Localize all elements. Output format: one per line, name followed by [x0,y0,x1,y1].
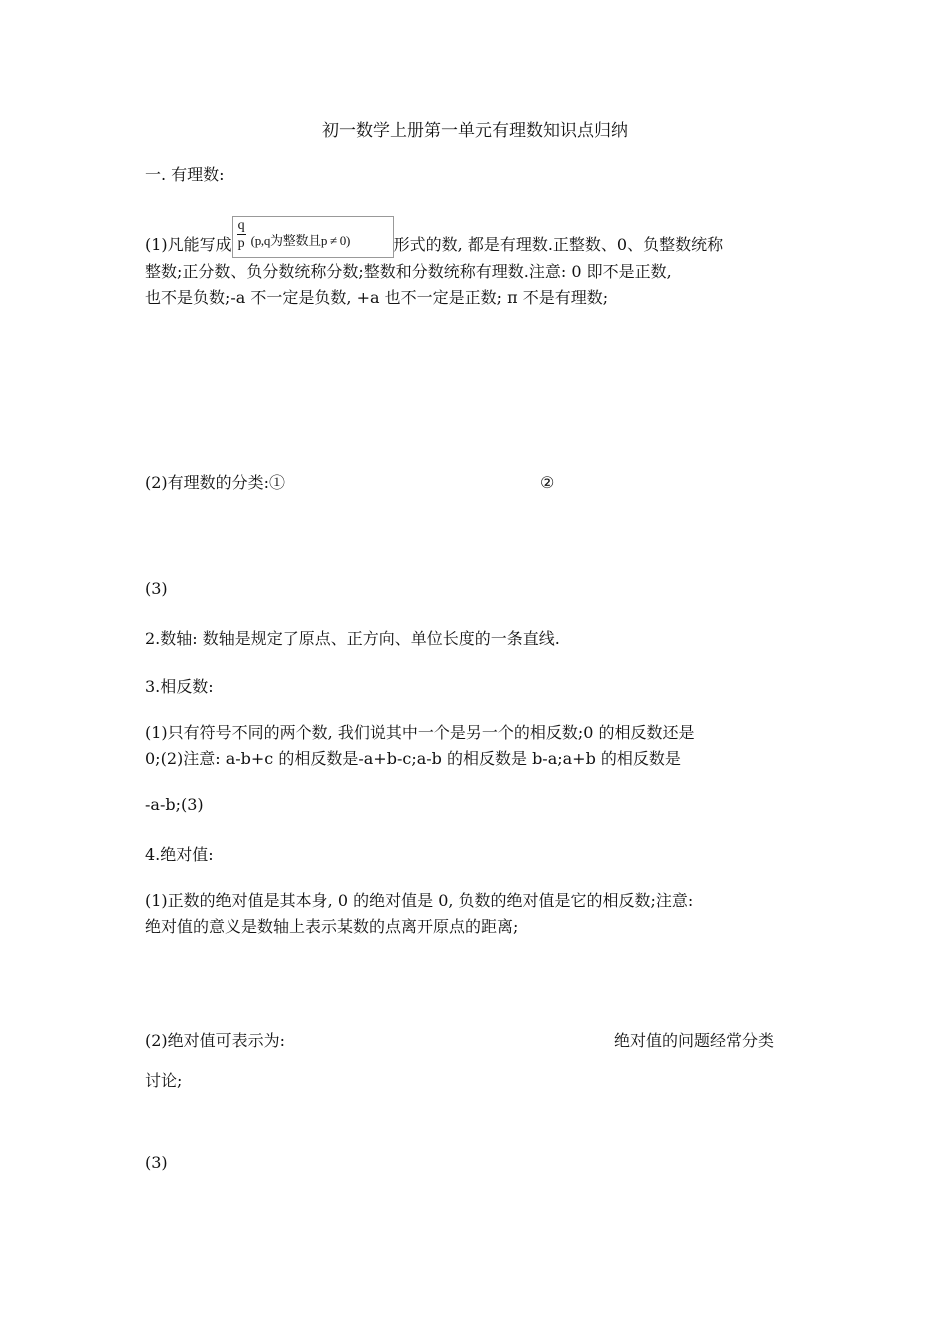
section-1-para-1-line-3: 也不是负数;-a 不一定是负数, +a 也不一定是正数; π 不是有理数; [145,288,609,307]
section-4-line-1: (1)正数的绝对值是其本身, 0 的绝对值是 0, 负数的绝对值是它的相反数;注意: [145,891,694,910]
section-2-heading: 2.数轴: 数轴是规定了原点、正方向、单位长度的一条直线. [145,629,560,648]
section-4-para-2-right: 绝对值的问题经常分类 [614,1031,775,1050]
section-1-para-2-second: ② [540,473,555,492]
section-1-para-1-line-1 [145,218,724,258]
formula-condition: (p,q为整数且p ≠ 0) [250,233,351,248]
section-4-line-2: 绝对值的意义是数轴上表示某数的点离开原点的距离; [145,917,519,936]
document-title: 初一数学上册第一单元有理数知识点归纳 [322,121,628,141]
section-1-para-3: (3) [145,579,168,598]
section-1-para-1-line-2: 整数;正分数、负分数统称分数;整数和分数统称有理数.注意: 0 即不是正数, [145,262,672,281]
para-1-suffix: 形式的数, 都是有理数.正整数、0、负整数统称 [393,235,724,254]
section-1-heading: 一. 有理数: [145,165,225,184]
section-4-heading: 4.绝对值: [145,845,214,864]
section-1-para-2: (2)有理数的分类:① [145,473,286,492]
section-3-line-1: (1)只有符号不同的两个数, 我们说其中一个是另一个的相反数;0 的相反数还是 [145,723,695,742]
section-3-heading: 3.相反数: [145,677,214,696]
fraction-denominator: p [237,236,245,251]
fraction [237,217,246,252]
section-4-para-2-line-2: 讨论; [145,1071,183,1090]
section-3-line-2: 0;(2)注意: a-b+c 的相反数是-a+b-c;a-b 的相反数是 b-a;a+b 的相反数是 [145,749,681,768]
section-4-para-2: (2)绝对值可表示为: [145,1031,286,1050]
fraction-numerator: q [237,218,245,233]
section-3-line-3: -a-b;(3) [145,795,204,814]
para-1-prefix: (1)凡能写成 [145,235,232,254]
rational-number-formula [232,216,394,258]
section-4-para-3: (3) [145,1153,168,1172]
